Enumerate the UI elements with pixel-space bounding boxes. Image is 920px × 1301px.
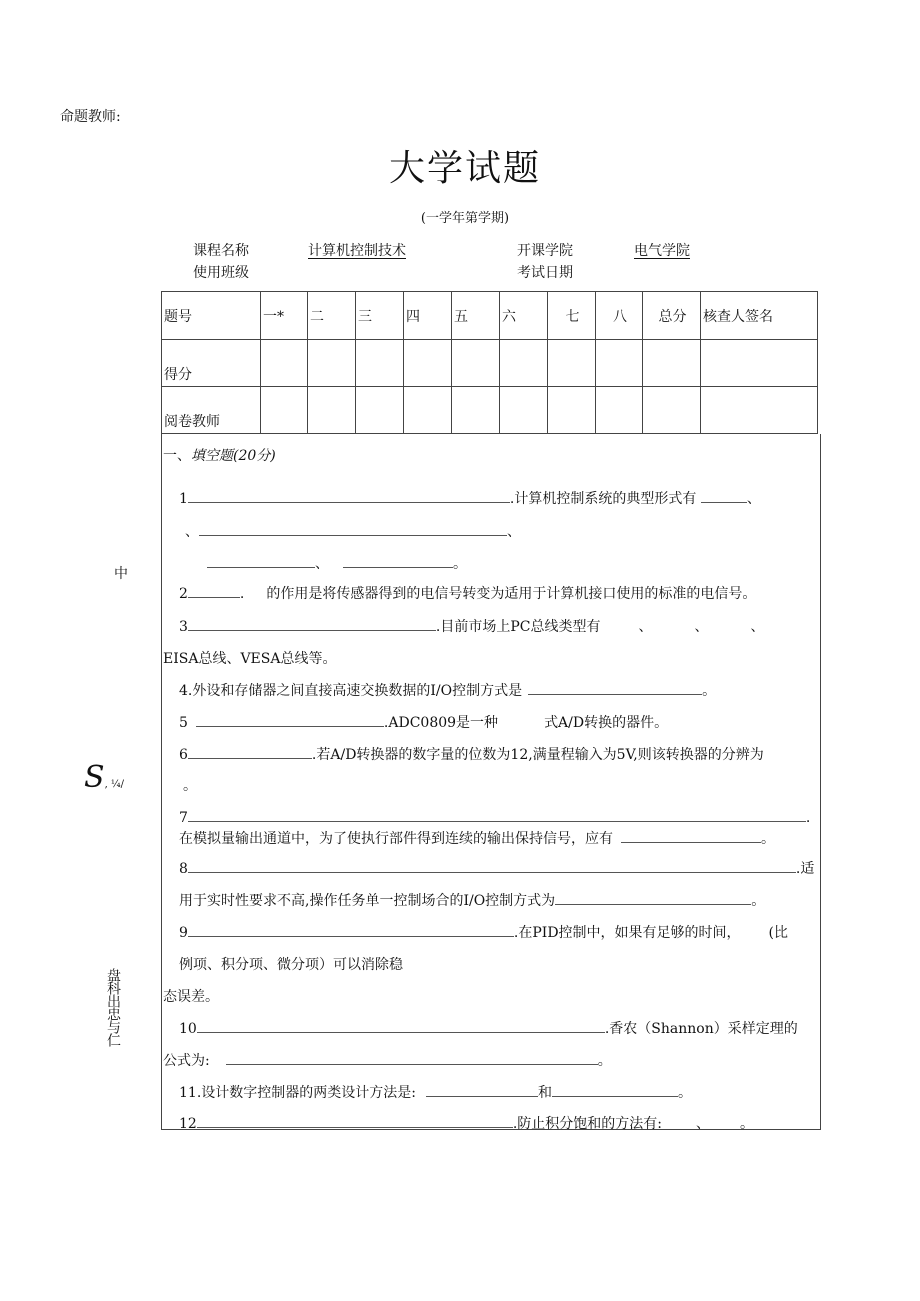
question-text: (比 <box>768 925 789 941</box>
answer-blank[interactable] <box>197 1019 605 1033</box>
question-3 <box>179 616 765 636</box>
question-text: 式A/D转换的器件。 <box>544 715 669 731</box>
score-cell[interactable] <box>261 340 308 387</box>
score-cell[interactable] <box>596 340 643 387</box>
question-text: 和 <box>537 1085 552 1101</box>
college-value: 电气学院 <box>634 243 690 259</box>
answer-blank[interactable] <box>188 859 796 873</box>
answer-blank[interactable] <box>188 808 806 822</box>
answer-blank[interactable] <box>199 522 507 536</box>
grader-cell[interactable] <box>308 387 356 434</box>
grader-cell[interactable] <box>701 387 818 434</box>
answer-blank[interactable] <box>528 681 702 695</box>
question-number: 1 <box>179 491 188 507</box>
question-text: .适 <box>795 861 815 877</box>
col-header: 四 <box>404 292 452 340</box>
separator: 。 <box>761 831 775 847</box>
separator: 、 <box>750 619 765 635</box>
question-1-line3 <box>207 553 467 573</box>
answer-blank[interactable] <box>552 1083 678 1097</box>
grader-cell[interactable] <box>548 387 596 434</box>
college-label: 开课学院 <box>517 243 573 259</box>
separator: 。 <box>751 893 766 909</box>
question-8 <box>179 858 814 878</box>
score-cell[interactable] <box>548 340 596 387</box>
question-11 <box>179 1082 692 1102</box>
score-cell[interactable] <box>452 340 500 387</box>
margin-scribble <box>84 760 124 795</box>
answer-blank[interactable] <box>188 923 514 937</box>
col-header: 二 <box>308 292 356 340</box>
question-10 <box>179 1018 798 1038</box>
question-number: 2 <box>179 586 188 602</box>
question-3-cont: EISA总线、VESA总线等。 <box>163 651 337 667</box>
separator: 、 <box>694 619 709 635</box>
separator: 、 <box>315 556 329 572</box>
section-title-text: 填空题(20分) <box>191 448 276 464</box>
question-text: . <box>239 586 245 602</box>
margin-scribble-small: , ¼/ <box>104 779 124 790</box>
question-text: 4.外设和存储器之间直接高速交换数据的I/O控制方式是 <box>179 683 523 699</box>
grader-cell[interactable] <box>500 387 548 434</box>
grader-cell[interactable] <box>643 387 701 434</box>
question-text: 公式为: <box>163 1053 210 1069</box>
question-number: 7 <box>179 810 188 826</box>
score-cell[interactable] <box>308 340 356 387</box>
separator: 、 <box>696 1116 710 1132</box>
question-7-cont <box>179 828 775 848</box>
question-1-line2 <box>185 521 521 541</box>
page-title: 大学试题 <box>388 148 541 189</box>
question-text: 的作用是将传感器得到的电信号转变为适用于计算机接口使用的标准的电信号。 <box>266 586 757 602</box>
score-cell[interactable] <box>500 340 548 387</box>
answer-blank[interactable] <box>197 1114 513 1128</box>
answer-blank[interactable] <box>188 617 436 631</box>
question-text: .香农（Shannon）采样定理的 <box>604 1021 798 1037</box>
question-12 <box>179 1113 754 1133</box>
separator: 、 <box>746 491 761 507</box>
answer-blank[interactable] <box>188 489 510 503</box>
answer-blank[interactable] <box>196 713 384 727</box>
margin-scribble-letter: S <box>84 760 105 795</box>
col-header: 七 <box>548 292 596 340</box>
class-label: 使用班级 <box>193 265 249 281</box>
answer-blank[interactable] <box>343 554 453 568</box>
answer-blank[interactable] <box>207 554 315 568</box>
question-text: 11.设计数字控制器的两类设计方法是: <box>179 1085 416 1101</box>
setter-label: 命题教师: <box>60 109 121 125</box>
row-label-grader: 阅卷教师 <box>162 387 261 434</box>
question-text: .计算机控制系统的典型形式有 <box>509 491 697 507</box>
term-subtitle: (一学年第学期) <box>420 211 510 226</box>
question-1 <box>179 488 761 508</box>
question-8-cont <box>179 890 765 910</box>
margin-vertical-text: 盘科出忠与仁 <box>105 968 121 1046</box>
question-number: 12 <box>179 1116 197 1132</box>
question-text: 用于实时性要求不高,操作任务单一控制场合的I/O控制方式为 <box>179 893 556 909</box>
question-text: .在PID控制中，如果有足够的时间， <box>513 925 741 941</box>
date-label: 考试日期 <box>517 265 573 281</box>
separator: 。 <box>740 1116 754 1132</box>
separator: 、 <box>638 619 653 635</box>
question-4 <box>179 680 716 700</box>
question-7 <box>179 808 810 826</box>
grader-cell[interactable] <box>452 387 500 434</box>
col-header: 五 <box>452 292 500 340</box>
answer-blank[interactable] <box>555 891 751 905</box>
question-text: . <box>805 810 811 826</box>
col-header-total: 总分 <box>643 292 701 340</box>
separator: 、 <box>507 524 521 540</box>
question-9-cont2: 态误差。 <box>163 989 219 1005</box>
question-6-end: 。 <box>183 778 197 794</box>
separator: 。 <box>677 1085 692 1101</box>
col-header: 一* <box>261 292 308 340</box>
col-header: 八 <box>596 292 643 340</box>
separator: 。 <box>597 1053 612 1069</box>
margin-mark: 中 <box>114 566 128 582</box>
col-header: 三 <box>356 292 404 340</box>
answer-blank[interactable] <box>188 584 240 598</box>
row-label-number: 题号 <box>162 292 261 340</box>
answer-blank[interactable] <box>621 829 761 843</box>
col-header: 六 <box>500 292 548 340</box>
score-table <box>161 291 818 434</box>
question-number: 9 <box>179 925 188 941</box>
col-header-signature: 核查人签名 <box>701 292 818 340</box>
question-number: 8 <box>179 861 188 877</box>
answer-blank[interactable] <box>701 489 747 503</box>
question-text: .若A/D转换器的数字量的位数为12,满量程输入为5V,则该转换器的分辨为 <box>311 747 764 763</box>
score-cell[interactable] <box>701 340 818 387</box>
score-cell[interactable] <box>643 340 701 387</box>
section-prefix: 一、 <box>163 448 191 464</box>
grader-cell[interactable] <box>596 387 643 434</box>
question-9 <box>179 922 788 942</box>
question-5 <box>179 712 668 732</box>
question-9-cont: 例项、积分项、微分项）可以消除稳 <box>179 957 403 973</box>
question-text: .防止积分饱和的方法有: <box>512 1116 662 1132</box>
section-title <box>163 445 276 465</box>
score-cell[interactable] <box>404 340 452 387</box>
answer-blank[interactable] <box>426 1083 538 1097</box>
separator: 、 <box>185 524 199 540</box>
question-6 <box>179 744 764 764</box>
separator: 。 <box>453 556 467 572</box>
row-label-score: 得分 <box>162 340 261 387</box>
course-label: 课程名称 <box>193 243 249 259</box>
course-value: 计算机控制技术 <box>308 243 406 259</box>
question-2 <box>179 583 756 603</box>
question-number: 6 <box>179 747 188 763</box>
question-number: 5 <box>179 715 188 731</box>
question-text: 在模拟量输出通道中，为了使执行部件得到连续的输出保持信号，应有 <box>179 831 613 847</box>
question-number: 10 <box>179 1021 197 1037</box>
grader-cell[interactable] <box>261 387 308 434</box>
score-cell[interactable] <box>356 340 404 387</box>
question-text: .目前市场上PC总线类型有 <box>435 619 601 635</box>
grader-cell[interactable] <box>356 387 404 434</box>
question-number: 3 <box>179 619 188 635</box>
grader-cell[interactable] <box>404 387 452 434</box>
answer-blank[interactable] <box>188 745 312 759</box>
question-10-cont <box>163 1050 612 1070</box>
separator: 。 <box>702 683 717 699</box>
answer-blank[interactable] <box>226 1051 598 1065</box>
question-text: .ADC0809是一种 <box>383 715 499 731</box>
